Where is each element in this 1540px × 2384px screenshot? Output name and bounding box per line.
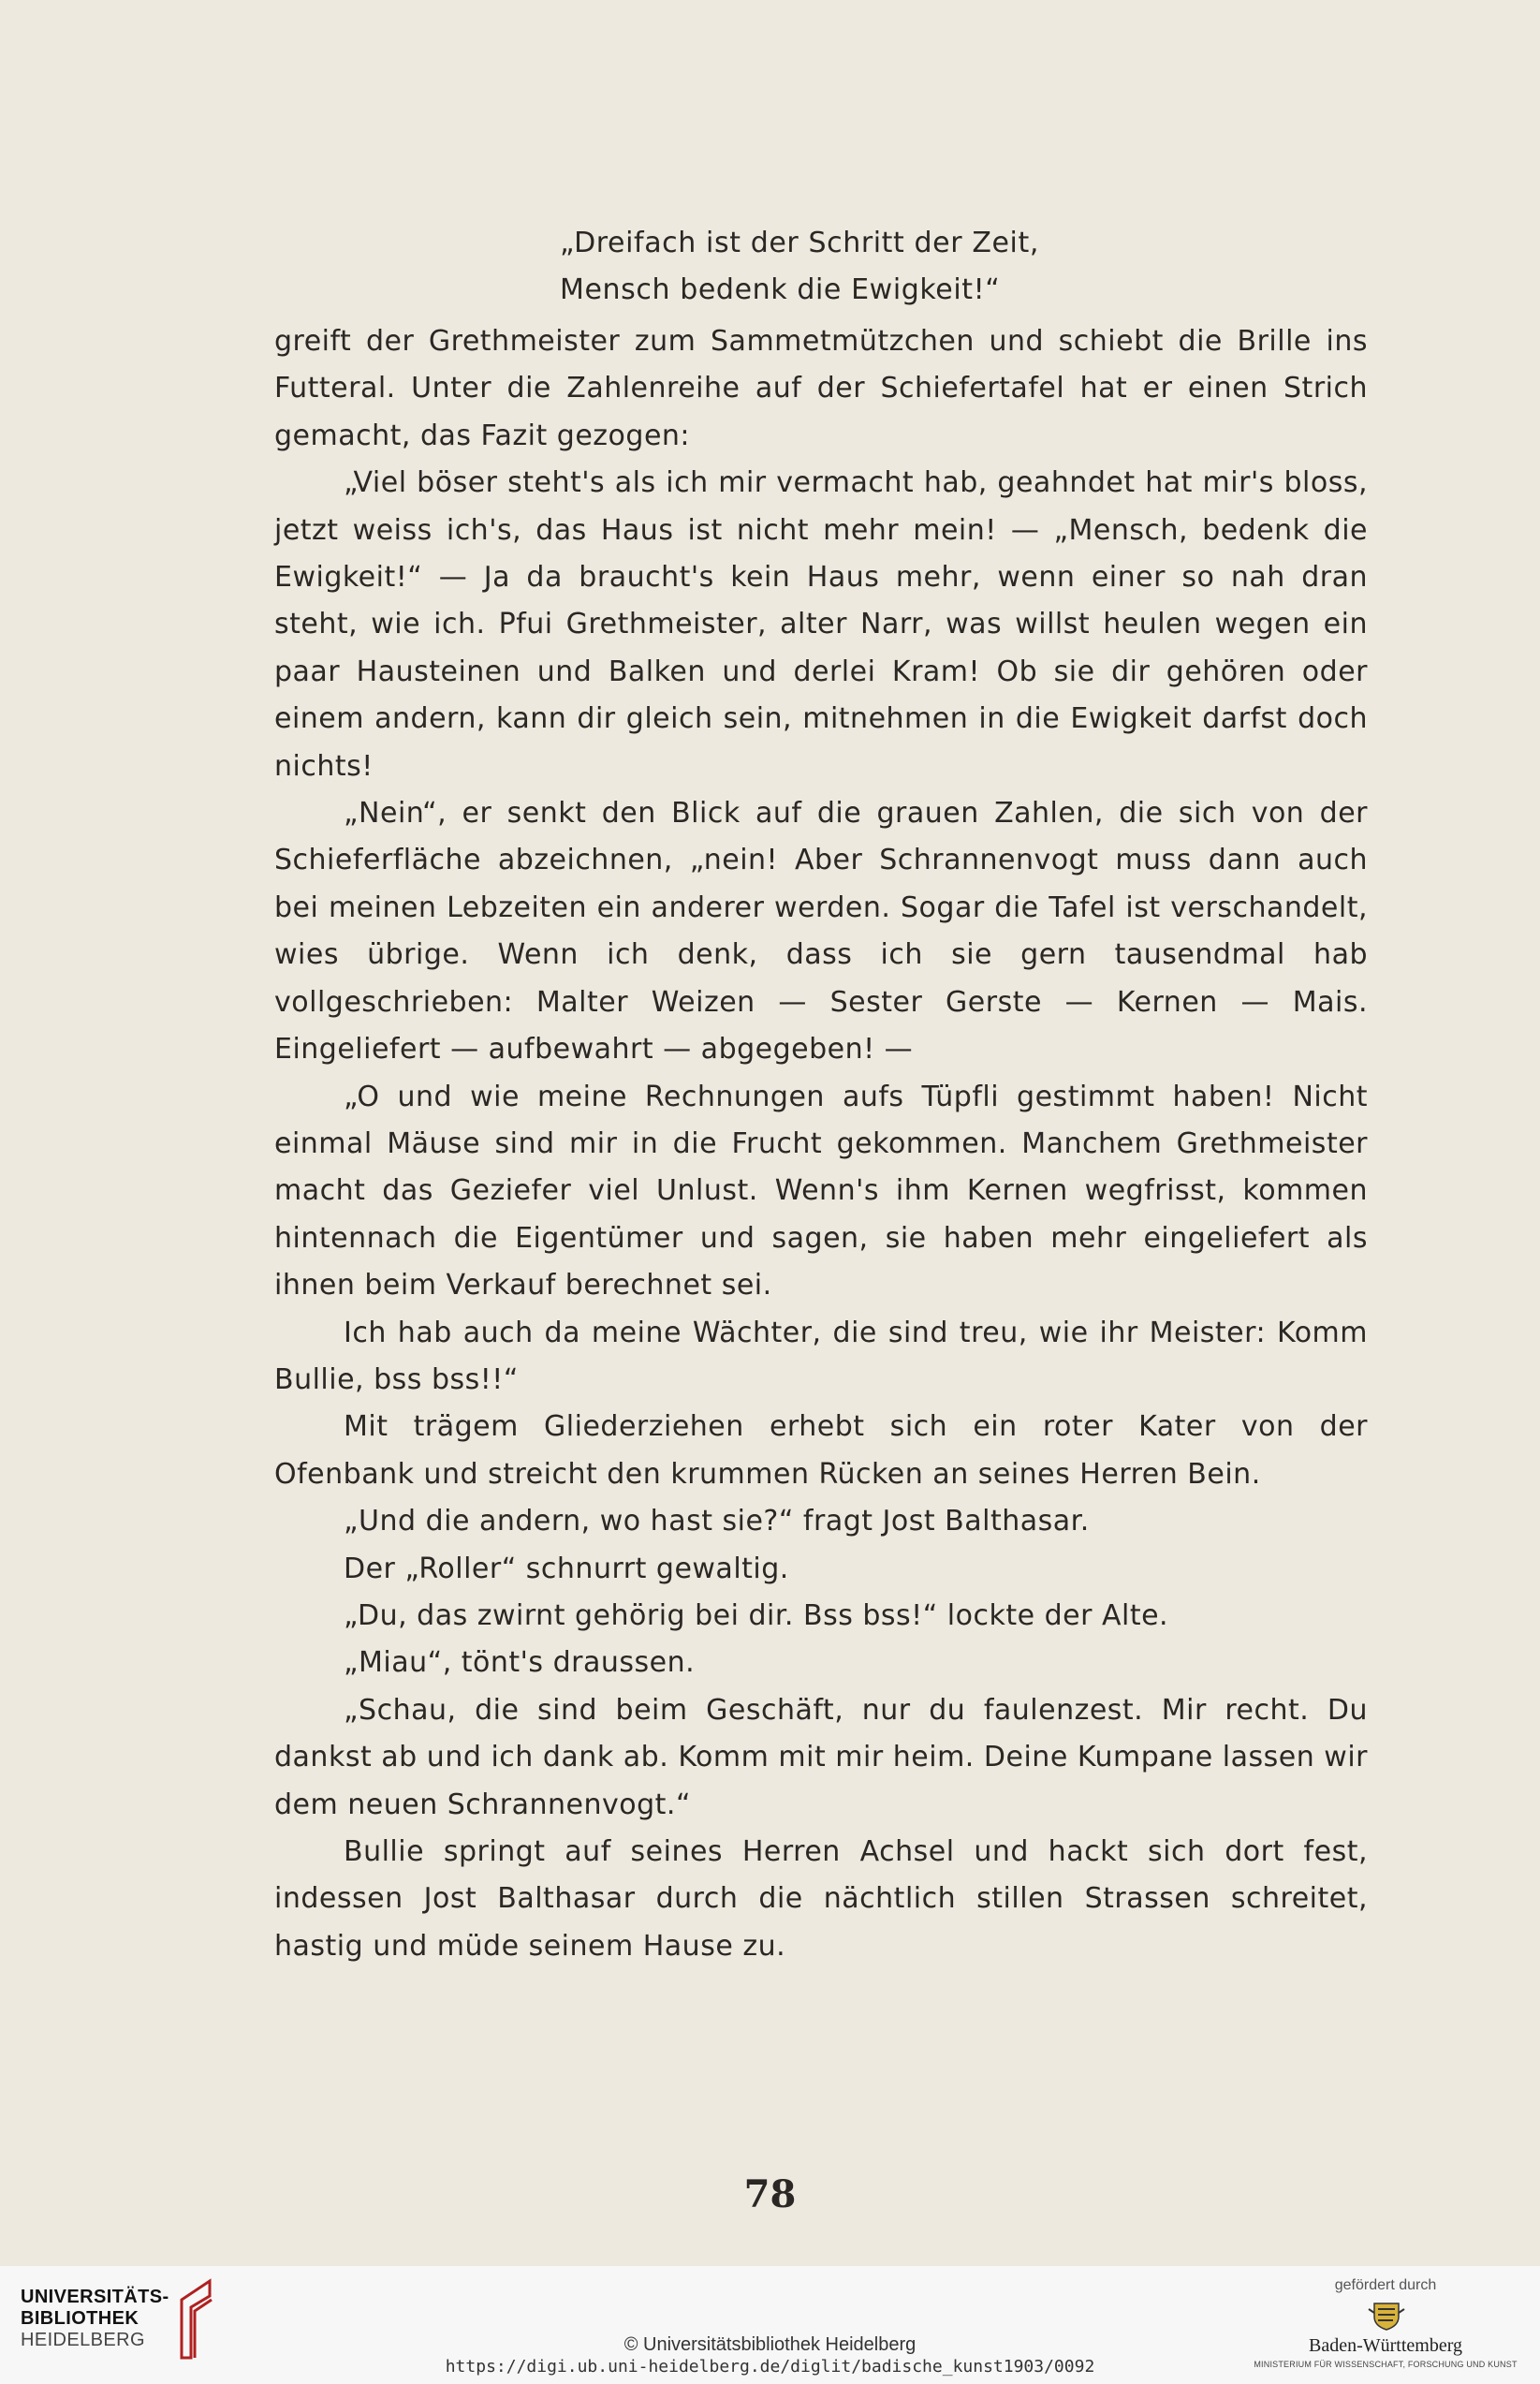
- sponsor-name: Baden-Württemberg: [1308, 2335, 1462, 2356]
- source-url[interactable]: https://digi.ub.uni-heidelberg.de/diglit/badische_kunst1903/0092: [445, 2357, 1095, 2377]
- paragraph: „Miau“, tönt's draussen.: [344, 1646, 696, 1680]
- verse-line-2: Mensch bedenk die Ewigkeit!“: [560, 273, 1001, 306]
- paragraph: „O und wie meine Rechnungen aufs Tüpfli gestimmt haben! Nicht einmal Mäuse sind mir in die Frucht gekommen. Manchem Grethmeister macht das Geziefer viel Unlust. Wenn's ihm Kernen wegfrisst, kommen hintennach die Eigentümer und sagen, sie haben mehr eingeliefert als ihnen beim Verkauf berechnet sei.: [274, 1080, 1368, 1302]
- paragraph: greift der Grethmeister zum Sammetmützchen und schiebt die Brille ins Futteral. Unter die Zahlenreihe auf der Schiefertafel hat er einen Strich gemacht, das Fazit gezogen:: [274, 325, 1368, 452]
- paragraph: Ich hab auch da meine Wächter, die sind treu, wie ihr Meister: Komm Bullie, bss bss!!“: [274, 1316, 1368, 1396]
- paragraph: „Und die andern, wo hast sie?“ fragt Jost Balthasar.: [344, 1505, 1090, 1538]
- page-number: 78: [743, 2172, 797, 2216]
- paragraph: „Schau, die sind beim Geschäft, nur du faulenzest. Mir recht. Du dankst ab und ich dank ab. Komm mit mir heim. Deine Kumpane lassen wir dem neuen Schrannenvogt.“: [274, 1693, 1368, 1821]
- copyright-text: © Universitätsbibliothek Heidelberg: [623, 2334, 917, 2355]
- library-line-1: UNIVERSITÄTS-: [21, 2287, 169, 2307]
- coat-of-arms-icon: [1367, 2298, 1406, 2332]
- library-line-3: HEIDELBERG: [21, 2330, 145, 2350]
- paragraph: Bullie springt auf seines Herren Achsel und hackt sich dort fest, indessen Jost Balthasar durch die nächtlich stillen Strassen schreitet, hastig und müde seinem Hause zu.: [274, 1835, 1368, 1963]
- body-text: [274, 318, 1368, 1970]
- library-line-2: BIBLIOTHEK: [21, 2308, 139, 2329]
- paragraph: Mit trägem Gliederziehen erhebt sich ein roter Kater von der Ofenbank und streicht den krummen Rücken an seines Herren Bein.: [274, 1410, 1368, 1491]
- verse-line-1: „Dreifach ist der Schritt der Zeit,: [560, 227, 1039, 259]
- paragraph: „Du, das zwirnt gehörig bei dir. Bss bss!“ lockte der Alte.: [344, 1598, 1169, 1632]
- funded-by-label: gefördert durch: [1334, 2277, 1437, 2293]
- paragraph: „Viel böser steht's als ich mir vermacht hab, geahndet hat mir's bloss, jetzt weiss ich's, das Haus ist nicht mehr mein! — „Mensch, bedenk die Ewigkeit!“ — Ja da braucht's kein Haus mehr, wenn einer so nah dran steht, wie ich. Pfui Grethmeister, alter Narr, was willst heulen wegen ein paar Hausteinen und Balken und derlei Kram! Ob sie dir gehören oder einem andern, kann dir gleich sein, mitnehmen in die Ewigkeit darfst doch nichts!: [274, 466, 1368, 783]
- paragraph: „Nein“, er senkt den Blick auf die grauen Zahlen, die sich von der Schieferfläche abzeichnen, „nein! Aber Schrannenvogt muss dann auch bei meinen Lebzeiten ein anderer werden. Sogar die Tafel ist verschandelt, wies übrige. Wenn ich denk, dass ich sie gern tausendmal hab vollgeschrieben: Malter Weizen — Sester Gerste — Kernen — Mais. Eingeliefert — aufbewahrt — abgegeben! —: [274, 797, 1368, 1067]
- sponsor-subtitle: MINISTERIUM FÜR WISSENSCHAFT, FORSCHUNG UND KUNST: [1254, 2360, 1518, 2369]
- paragraph: Der „Roller“ schnurrt gewaltig.: [344, 1552, 789, 1585]
